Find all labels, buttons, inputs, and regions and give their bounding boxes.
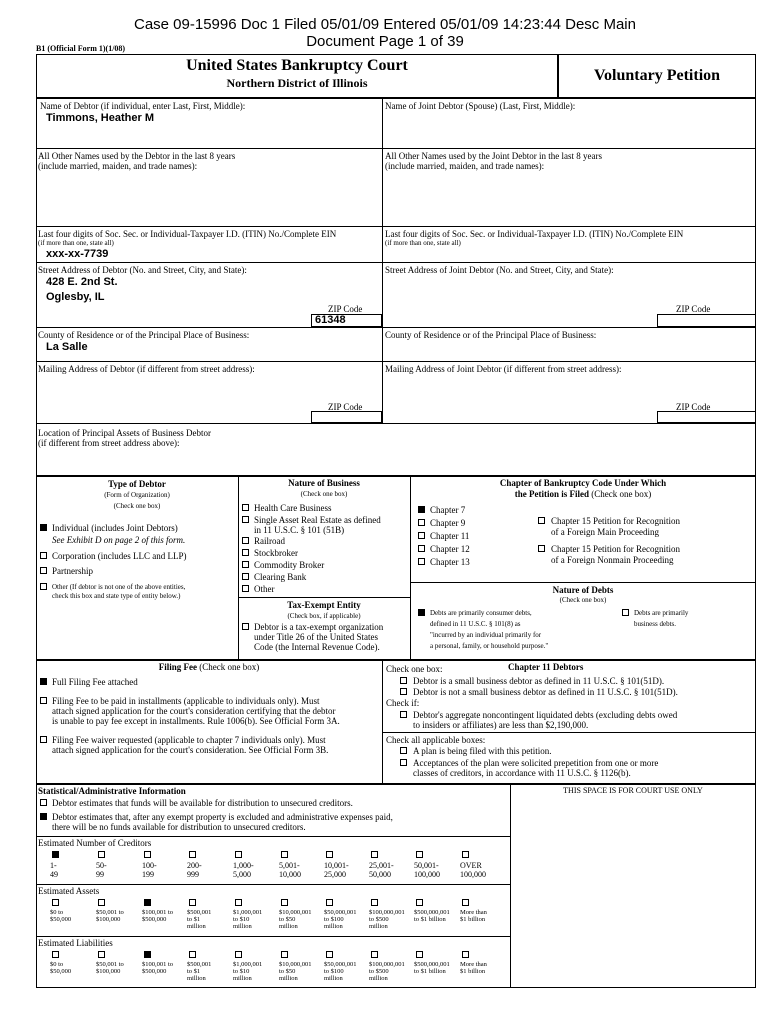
creditors-checkbox[interactable] [189,851,196,858]
clearing-bank-label: Clearing Bank [254,572,307,582]
location-label: Location of Principal Assets of Business Debtor [38,428,211,438]
chapter-7-label: Chapter 7 [430,505,466,515]
chapter-12-checkbox[interactable] [418,545,425,552]
creditors-option-text: 100,000 [460,870,486,879]
assets-option-label [233,909,277,930]
assets-checkbox[interactable] [98,899,105,906]
liabilities-option-text: $1,000,001 [233,961,263,968]
creditors-option-text: 10,000 [279,870,301,879]
chapter-15-main-label: Chapter 15 Petition for Recognition [551,516,680,526]
other-names-label: All Other Names used by the Debtor in the last 8 years [38,151,236,161]
assets-checkbox[interactable] [189,899,196,906]
no-funds-label: Debtor estimates that, after any exempt property is excluded and administrative expenses paid, [52,812,393,822]
health-care-checkbox[interactable] [242,504,249,511]
creditors-option-text: 49 [50,870,58,879]
plan-filed-checkbox[interactable] [400,747,407,754]
aggregate-debts-label-2: to insiders or affiliates) are less than $2,190,000. [413,720,589,730]
joint-zip-box [657,314,756,327]
assets-checkbox[interactable] [462,899,469,906]
joint-zip-label: ZIP Code [676,304,711,314]
type-of-debtor-title: Type of Debtor [108,479,166,489]
acceptances-label-2: classes of creditors, in accordance with 11 U.S.C. § 1126(b). [413,768,631,778]
creditors-option-text: 25,000 [324,870,346,879]
tax-exempt-label-2: under Title 26 of the United States [254,632,378,642]
liabilities-option-label [414,961,458,975]
joint-mailing-zip-label: ZIP Code [676,402,711,412]
chapter-9-label: Chapter 9 [430,518,466,528]
nature-of-debts-sub: (Check one box) [559,596,607,604]
liabilities-option-text: million [187,975,206,982]
liabilities-option-label [279,961,323,982]
chapter-7-checkbox[interactable] [418,506,425,513]
liabilities-option-text: $100,000,001 [369,961,405,968]
liabilities-checkbox[interactable] [281,951,288,958]
consumer-debts-label: Debts are primarily consumer debts, [430,609,532,617]
business-debts-label: Debts are primarily [634,609,689,617]
assets-checkbox[interactable] [235,899,242,906]
zip-label: ZIP Code [328,304,363,314]
tax-exempt-label-3: Code (the Internal Revenue Code). [254,642,380,652]
assets-option-text: $100,000,001 [369,909,405,916]
nature-of-debts-title: Nature of Debts [552,585,614,595]
assets-option-text: to $500 [369,916,389,923]
joint-other-names-label-2: (include married, maiden, and trade names): [385,161,545,171]
partnership-label: Partnership [52,566,93,576]
not-small-business-checkbox[interactable] [400,688,407,695]
liabilities-checkbox[interactable] [98,951,105,958]
liabilities-option-text: $0 to [50,961,64,968]
acceptances-label: Acceptances of the plan were solicited prepetition from one or more [413,758,659,768]
filing-fee-title-row [36,662,382,672]
assets-option-label [460,909,504,923]
creditors-option-text: 50- [96,861,107,870]
debtor-name[interactable]: Timmons, Heather M [46,112,154,124]
no-funds-label-2: there will be no funds available for distribution to unsecured creditors. [52,822,306,832]
assets-option-text: to $1 [187,916,201,923]
liabilities-option-text: $100,000 [96,968,121,975]
chapter-13-label: Chapter 13 [430,557,470,567]
assets-option-label [50,909,94,923]
corporation-checkbox[interactable] [40,552,47,559]
single-asset-label-2: in 11 U.S.C. § 101 (51B) [254,525,345,535]
fee-waiver-label-2: attach signed application for the court's consideration. See Official Form 3B. [52,745,329,755]
assets-option-label [96,909,140,923]
debtor-zip[interactable]: 61348 [315,314,346,326]
creditors-label: Estimated Number of Creditors [38,838,152,848]
commodity-broker-label: Commodity Broker [254,560,325,570]
liabilities-checkbox[interactable] [144,951,151,958]
liabilities-option-text: to $100 [324,968,344,975]
consumer-debts-label-3: "incurred by an individual primarily for [430,631,542,639]
assets-option-text: to $1 billion [414,916,446,923]
assets-option-label [142,909,186,923]
liabilities-option-text: $100,001 to [142,961,174,968]
joint-other-names-label: All Other Names used by the Joint Debtor in the last 8 years [385,151,602,161]
creditors-checkbox[interactable] [52,851,59,858]
ch11-check-all: Check all applicable boxes: [386,735,486,745]
debtor-county[interactable]: La Salle [46,341,88,353]
liabilities-option-text: million [324,975,343,982]
funds-available-checkbox[interactable] [40,799,47,806]
creditors-option-label [187,861,227,879]
aggregate-debts-checkbox[interactable] [400,711,407,718]
assets-option-text: $50,001 to [96,909,124,916]
assets-checkbox[interactable] [371,899,378,906]
assets-checkbox[interactable] [281,899,288,906]
partnership-checkbox[interactable] [40,567,47,574]
creditors-option-text: 50,001- [414,861,439,870]
aggregate-debts-label: Debtor's aggregate noncontingent liquidated debts (excluding debts owed [413,710,678,720]
creditors-checkbox[interactable] [98,851,105,858]
liabilities-option-text: million [279,975,298,982]
assets-checkbox[interactable] [416,899,423,906]
petition-type: Voluntary Petition [593,67,721,84]
tax-exempt-checkbox[interactable] [242,623,249,630]
liabilities-option-text: $50,000,001 [324,961,357,968]
creditors-option-text: 25,001- [369,861,394,870]
liabilities-option-text: $500,000 [142,968,167,975]
single-asset-checkbox[interactable] [242,516,249,523]
assets-option-text: $100,000 [96,916,121,923]
assets-option-label [414,909,458,923]
installments-label-2: attach signed application for the court's consideration certifying that the debtor [52,706,336,716]
street-label: Street Address of Debtor (No. and Street, City, and State): [38,265,247,275]
chapter-11-checkbox[interactable] [418,532,425,539]
other-entity-label: Other (If debtor is not one of the above entities, [52,583,186,591]
assets-option-text: $500,001 [187,909,212,916]
exhibit-d-note: See Exhibit D on page 2 of this form. [52,535,186,545]
liabilities-option-text: to $50 [279,968,296,975]
single-asset-label: Single Asset Real Estate as defined [254,515,381,525]
plan-filed-label: A plan is being filed with this petition. [413,746,552,756]
creditors-option-label [324,861,364,879]
chapter-title-filed: the Petition is Filed [514,489,589,499]
ch11-check-one: Check one box: [386,664,443,674]
liabilities-option-text: More than [460,961,487,968]
joint-county-label: County of Residence or of the Principal Place of Business: [385,330,597,340]
document-page-line: Document Page 1 of 39 [306,33,464,50]
liabilities-option-text: $50,000 [50,968,72,975]
chapter-15-nonmain-label: Chapter 15 Petition for Recognition [551,544,680,554]
joint-street-label: Street Address of Joint Debtor (No. and Street, City, and State): [385,265,614,275]
liabilities-option-label [142,961,186,975]
creditors-checkbox[interactable] [326,851,333,858]
creditors-checkbox[interactable] [144,851,151,858]
creditors-option-text: 1,000- [233,861,254,870]
creditors-option-text: OVER [460,861,482,870]
type-of-debtor-sub: (Form of Organization) [104,491,170,499]
other-entity-checkbox[interactable] [40,583,47,590]
debtor-ssn[interactable]: xxx-xx-7739 [46,248,109,260]
liabilities-option-text: to $1 billion [414,968,446,975]
consumer-debts-label-4: a personal, family, or household purpose." [430,642,549,650]
full-fee-label: Full Filing Fee attached [52,677,138,687]
liabilities-checkbox[interactable] [326,951,333,958]
liabilities-checkbox[interactable] [416,951,423,958]
liabilities-option-text: $500,001 [187,961,212,968]
other-entity-label-2: check this box and state type of entity below.) [52,592,181,600]
business-debts-label-2: business debts. [634,620,676,628]
installments-label-3: is unable to pay fee except in installments. Rule 1006(b). See Official Form 3A. [52,716,340,726]
creditors-option-label [369,861,409,879]
mailing-zip-box [311,411,382,423]
assets-option-text: $1,000,001 [233,909,263,916]
assets-option-text: $50,000 [50,916,72,923]
assets-option-text: $10,000,001 [279,909,312,916]
tax-exempt-label: Debtor is a tax-exempt organization [254,622,384,632]
liabilities-checkbox[interactable] [462,951,469,958]
creditors-option-text: 99 [96,870,104,879]
not-small-business-label: Debtor is not a small business debtor as defined in 11 U.S.C. § 101(51D). [413,687,678,697]
liabilities-option-label [50,961,94,975]
liabilities-checkbox[interactable] [189,951,196,958]
health-care-label: Health Care Business [254,503,332,513]
creditors-checkbox[interactable] [235,851,242,858]
stat-title: Statistical/Administrative Information [38,786,186,796]
creditors-option-text: 100,000 [414,870,440,879]
liabilities-option-label [460,961,504,975]
liabilities-option-text: $10,000,001 [279,961,312,968]
stockbroker-label: Stockbroker [254,548,298,558]
assets-checkbox[interactable] [326,899,333,906]
railroad-label: Railroad [254,536,285,546]
assets-checkbox[interactable] [144,899,151,906]
creditors-option-text: 10,001- [324,861,349,870]
court-use-only: THIS SPACE IS FOR COURT USE ONLY [563,786,703,795]
chapter-13-checkbox[interactable] [418,558,425,565]
assets-option-label [324,909,368,930]
creditors-option-text: 199 [142,870,154,879]
creditors-option-text: 5,001- [279,861,300,870]
liabilities-option-label [187,961,231,982]
court-title: United States Bankruptcy Court [186,57,408,74]
liabilities-option-text: $500,000,001 [414,961,450,968]
chapter-11-label: Chapter 11 [430,531,470,541]
assets-option-label [279,909,323,930]
small-business-label: Debtor is a small business debtor as defined in 11 U.S.C. § 101(51D). [413,676,665,686]
mailing-zip-label: ZIP Code [328,402,363,412]
commodity-broker-checkbox[interactable] [242,561,249,568]
filing-fee-check-one: (Check one box) [199,662,260,672]
location-label-2: (if different from street address above): [38,438,180,448]
joint-ssn-sub-label: (if more than one, state all) [385,239,461,247]
liabilities-checkbox[interactable] [371,951,378,958]
individual-checkbox[interactable] [40,524,47,531]
assets-option-text: $500,000 [142,916,167,923]
creditors-checkbox[interactable] [371,851,378,858]
liabilities-option-text: $50,001 to [96,961,124,968]
chapter-9-checkbox[interactable] [418,519,425,526]
tax-exempt-title: Tax-Exempt Entity [287,600,361,610]
assets-option-text: million [187,923,206,930]
creditors-checkbox[interactable] [416,851,423,858]
debtor-name-label: Name of Debtor (if individual, enter Last, First, Middle): [40,101,246,111]
creditors-option-label [414,861,454,879]
creditors-checkbox[interactable] [462,851,469,858]
assets-option-text: million [233,923,252,930]
railroad-checkbox[interactable] [242,537,249,544]
debtor-street[interactable]: 428 E. 2nd St. [46,276,118,288]
assets-option-text: million [369,923,388,930]
creditors-option-text: 100- [142,861,157,870]
filing-fee-title: Filing Fee [158,662,197,672]
joint-mailing-zip-box [657,411,756,423]
assets-option-text: million [324,923,343,930]
no-funds-checkbox[interactable] [40,813,47,820]
court-district: Northern District of Illinois [226,76,368,90]
tax-exempt-sub: (Check box, if applicable) [287,612,361,620]
funds-available-label: Debtor estimates that funds will be available for distribution to unsecured creditors. [52,798,353,808]
business-debts-checkbox[interactable] [622,609,629,616]
nature-of-business-title: Nature of Business [288,478,360,488]
creditors-option-label [142,861,182,879]
debtor-city-state[interactable]: Oglesby, IL [46,291,105,303]
small-business-checkbox[interactable] [400,677,407,684]
assets-option-text: to $50 [279,916,296,923]
liabilities-option-text: to $500 [369,968,389,975]
creditors-option-text: 1- [50,861,57,870]
nature-of-business-sub: (Check one box) [300,490,348,498]
liabilities-checkbox[interactable] [235,951,242,958]
liabilities-label: Estimated Liabilities [38,938,113,948]
ch11-check-if: Check if: [386,698,420,708]
assets-option-text: $50,000,001 [324,909,357,916]
assets-checkbox[interactable] [52,899,59,906]
stockbroker-checkbox[interactable] [242,549,249,556]
form-id: B1 (Official Form 1)(1/08) [36,44,126,53]
ch11-debtors-title: Chapter 11 Debtors [508,662,584,672]
other-names-label-2: (include married, maiden, and trade names): [38,161,198,171]
assets-option-text: $1 billion [460,916,486,923]
assets-label: Estimated Assets [38,886,100,896]
ssn-sub-label: (if more than one, state all) [38,239,114,247]
creditors-option-label [279,861,319,879]
liabilities-option-label [96,961,140,975]
chapter-15-main-checkbox[interactable] [538,517,545,524]
creditors-option-text: 200- [187,861,202,870]
chapter-check-one: (Check one box) [591,489,652,499]
acceptances-checkbox[interactable] [400,759,407,766]
creditors-checkbox[interactable] [281,851,288,858]
clearing-bank-checkbox[interactable] [242,573,249,580]
chapter-15-main-label-2: of a Foreign Main Proceeding [551,527,659,537]
joint-ssn-label: Last four digits of Soc. Sec. or Individual-Taxpayer I.D. (ITIN) No./Complete EIN [385,229,684,239]
assets-option-text: $0 to [50,909,64,916]
assets-option-text: to $100 [324,916,344,923]
type-of-debtor-check-one: (Check one box) [113,502,161,510]
chapter-12-label: Chapter 12 [430,544,470,554]
liabilities-checkbox[interactable] [52,951,59,958]
creditors-option-label [233,861,273,879]
creditors-option-text: 999 [187,870,199,879]
creditors-option-label [460,861,500,879]
joint-debtor-name-label: Name of Joint Debtor (Spouse) (Last, First, Middle): [385,101,576,111]
chapter-15-nonmain-checkbox[interactable] [538,545,545,552]
creditors-option-label [50,861,90,879]
creditors-option-text: 5,000 [233,870,251,879]
joint-mailing-label: Mailing Address of Joint Debtor (if different from street address): [385,364,622,374]
county-label: County of Residence or of the Principal Place of Business: [38,330,250,340]
mailing-label: Mailing Address of Debtor (if different from street address): [38,364,255,374]
creditors-option-label [96,861,136,879]
fee-waiver-label: Filing Fee waiver requested (applicable to chapter 7 individuals only). Must [52,735,326,745]
installments-checkbox[interactable] [40,697,47,704]
assets-option-text: $500,000,001 [414,909,450,916]
assets-option-label [187,909,231,930]
consumer-debts-checkbox[interactable] [418,609,425,616]
liabilities-option-label [233,961,277,982]
liabilities-option-text: million [369,975,388,982]
case-header-line: Case 09-15996 Doc 1 Filed 05/01/09 Entered 05/01/09 14:23:44 Desc Main [133,16,636,33]
corporation-label: Corporation (includes LLC and LLP) [52,551,187,561]
other-business-label: Other [254,584,275,594]
chapter-15-nonmain-label-2: of a Foreign Nonmain Proceeding [551,555,674,565]
other-business-checkbox[interactable] [242,585,249,592]
fee-waiver-checkbox[interactable] [40,736,47,743]
assets-option-text: million [279,923,298,930]
liabilities-option-text: million [233,975,252,982]
liabilities-option-label [324,961,368,982]
creditors-option-text: 50,000 [369,870,391,879]
liabilities-option-text: to $10 [233,968,250,975]
liabilities-option-text: $1 billion [460,968,486,975]
assets-option-label [369,909,413,930]
chapter-title: Chapter of Bankruptcy Code Under Which [499,478,667,488]
liabilities-option-label [369,961,413,982]
assets-option-text: to $10 [233,916,250,923]
individual-label: Individual (includes Joint Debtors) [52,523,178,533]
liabilities-option-text: to $1 [187,968,201,975]
assets-option-text: More than [460,909,487,916]
assets-option-text: $100,001 to [142,909,174,916]
consumer-debts-label-2: defined in 11 U.S.C. § 101(8) as [430,620,521,628]
ssn-label: Last four digits of Soc. Sec. or Individual-Taxpayer I.D. (ITIN) No./Complete EIN [38,229,337,239]
installments-label: Filing Fee to be paid in installments (applicable to individuals only). Must [52,696,320,706]
full-fee-checkbox[interactable] [40,678,47,685]
chapter-title-2 [410,489,756,499]
